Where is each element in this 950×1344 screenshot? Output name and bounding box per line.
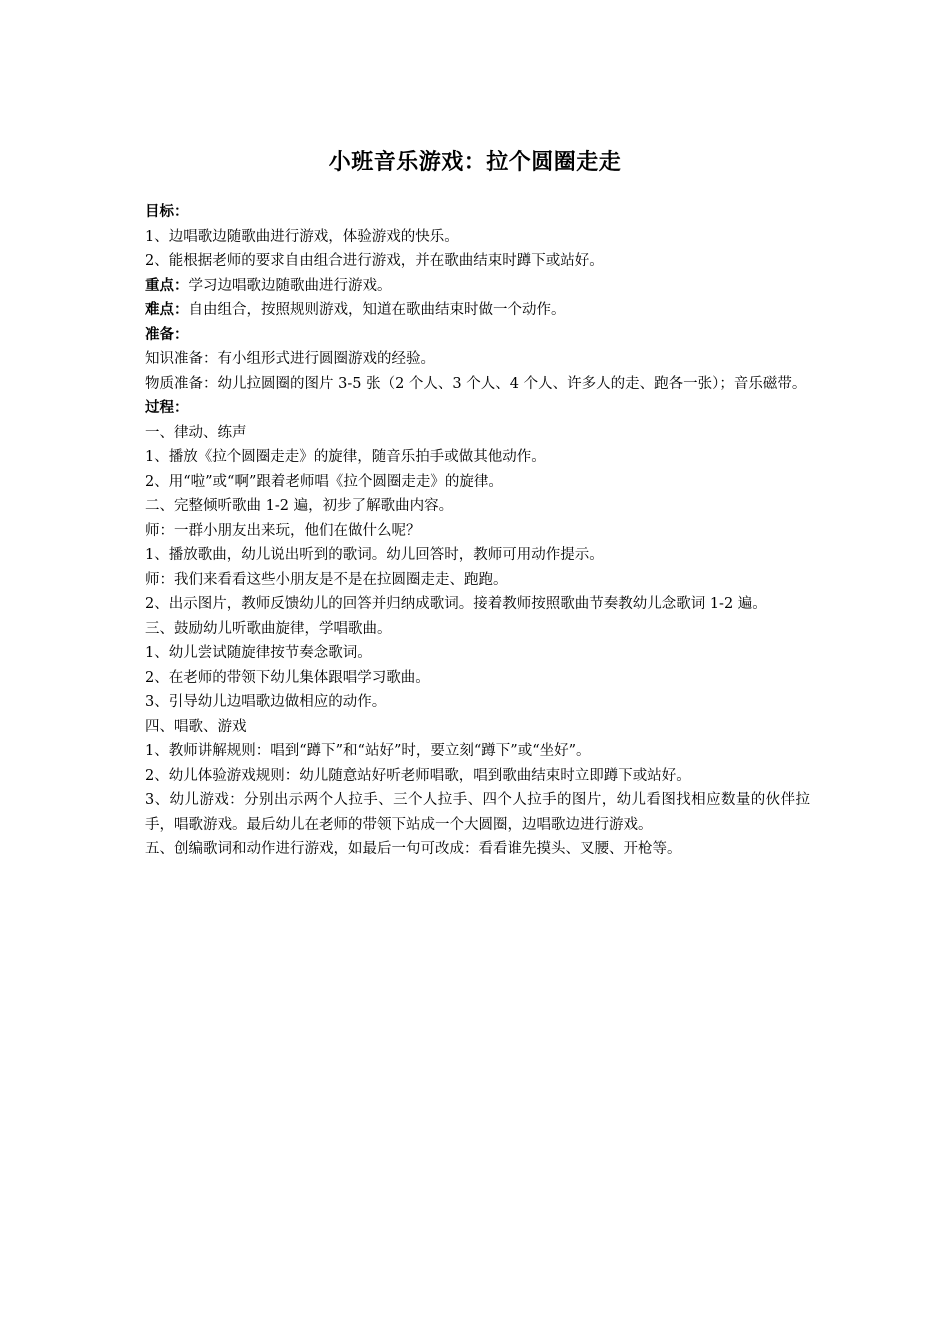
document-title: 小班音乐游戏：拉个圆圈走走 xyxy=(328,149,622,175)
process-line: 一、律动、练声 xyxy=(145,424,247,441)
focus-text: 学习边唱歌边随歌曲进行游戏。 xyxy=(188,277,392,294)
process-line: 3、引导幼儿边唱歌边做相应的动作。 xyxy=(145,694,387,710)
process-line: 五、创编歌词和动作进行游戏，如最后一句可改成：看看谁先摸头、叉腰、开枪等。 xyxy=(145,841,682,857)
process-line: 三、鼓励幼儿听歌曲旋律，学唱歌曲。 xyxy=(145,620,392,637)
difficulty-label: 难点： xyxy=(145,301,189,318)
process-line: 二、完整倾听歌曲 1-2 遍，初步了解歌曲内容。 xyxy=(145,498,454,514)
process-line: 1、教师讲解规则：唱到“蹲下”和“站好”时，要立刻“蹲下”或“坐好”。 xyxy=(145,743,591,759)
process-line: 1、播放《拉个圆圈走走》的旋律，随音乐拍手或做其他动作。 xyxy=(145,449,546,465)
prep-heading: 准备： xyxy=(145,325,189,343)
process-line: 2、幼儿体验游戏规则：幼儿随意站好听老师唱歌，唱到歌曲结束时立即蹲下或站好。 xyxy=(145,767,691,784)
process-line: 3、幼儿游戏：分别出示两个人拉手、三个人拉手、四个人拉手的图片，幼儿看图找相应数量的伙伴拉手，唱歌游戏。最后幼儿在老师的带领下站成一个大圆圈，边唱歌边进行游戏。 xyxy=(145,792,810,833)
goal-item-1: 1、边唱歌边随歌曲进行游戏，体验游戏的快乐。 xyxy=(145,228,459,245)
process-line: 1、播放歌曲，幼儿说出听到的歌词。幼儿回答时，教师可用动作提示。 xyxy=(145,547,604,563)
process-line: 2、在老师的带领下幼儿集体跟唱学习歌曲。 xyxy=(145,669,430,686)
process-line: 2、用“啦”或“啊”跟着老师唱《拉个圆圈走走》的旋律。 xyxy=(145,473,503,490)
difficulty-text: 自由组合，按照规则游戏，知道在歌曲结束时做一个动作。 xyxy=(188,302,566,318)
process-line: 2、出示图片，教师反馈幼儿的回答并归纳成歌词。接着教师按照歌曲节奏教幼儿念歌词 1-2 遍。 xyxy=(145,596,767,612)
focus-paragraph xyxy=(145,274,810,299)
goal-heading: 目标： xyxy=(145,203,189,220)
process-line: 师：一群小朋友出来玩，他们在做什么呢？ xyxy=(145,522,421,539)
prep-knowledge: 知识准备：有小组形式进行圆圈游戏的经验。 xyxy=(145,351,435,367)
difficulty-paragraph xyxy=(145,298,810,323)
goal-item-2: 2、能根据老师的要求自由组合进行游戏，并在歌曲结束时蹲下或站好。 xyxy=(145,253,604,269)
focus-label: 重点： xyxy=(145,276,189,294)
process-line: 师：我们来看看这些小朋友是不是在拉圆圈走走、跑跑。 xyxy=(145,571,508,588)
process-line: 四、唱歌、游戏 xyxy=(145,718,247,735)
process-line: 1、幼儿尝试随旋律按节奏念歌词。 xyxy=(145,645,372,661)
prep-materials: 物质准备：幼儿拉圆圈的图片 3-5 张（2 个人、3 个人、4 个人、许多人的走、跑各一张）；音乐磁带。 xyxy=(145,375,807,392)
process-heading: 过程： xyxy=(145,399,189,416)
document-body xyxy=(145,200,810,862)
